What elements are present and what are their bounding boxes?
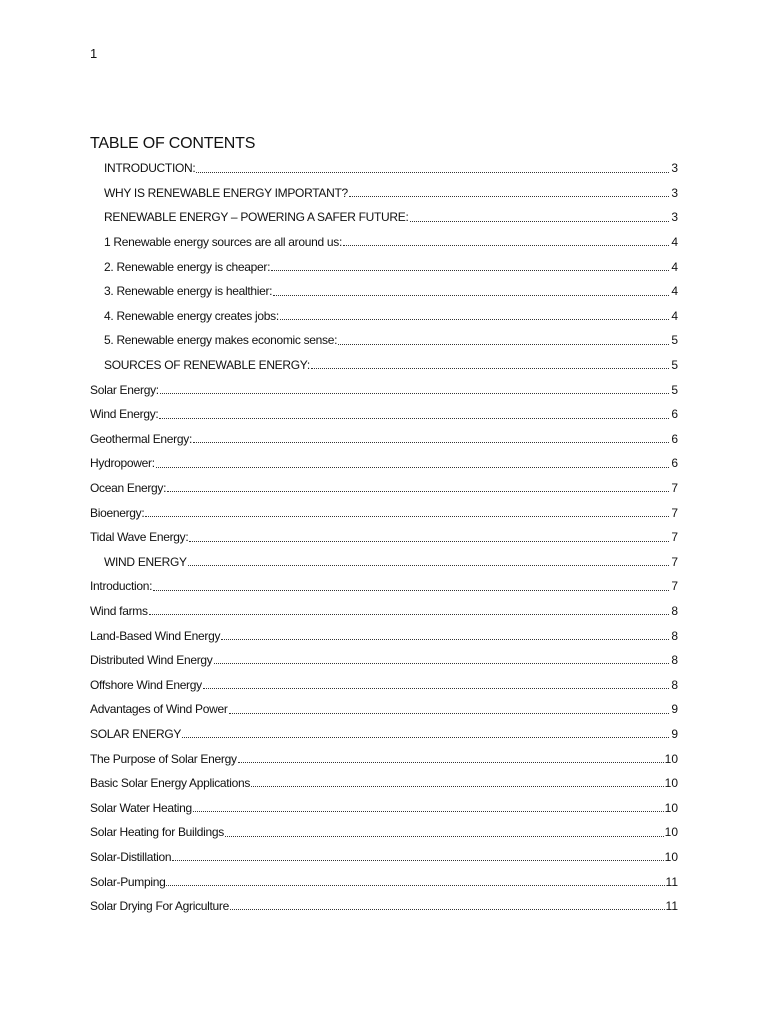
toc-entry[interactable] <box>0 353 768 378</box>
dot-leader <box>153 574 669 591</box>
toc-entry-page: 3 <box>671 185 678 200</box>
toc-entry-page: 8 <box>671 628 678 643</box>
dot-leader <box>203 672 669 689</box>
toc-entry[interactable] <box>0 697 768 722</box>
dot-leader <box>214 647 670 664</box>
toc-entry-page: 10 <box>664 751 678 766</box>
toc-entry-page: 7 <box>671 554 678 569</box>
toc-entry[interactable] <box>0 672 768 697</box>
dot-leader <box>238 746 664 763</box>
toc-entry[interactable] <box>0 550 768 575</box>
toc-entry[interactable] <box>0 869 768 894</box>
dot-leader <box>271 254 669 271</box>
toc-entry-label: Introduction: <box>90 579 153 594</box>
toc-entry-label: Land-Based Wind Energy <box>90 628 221 643</box>
toc-entry-page: 10 <box>664 825 678 840</box>
toc-entry-page: 7 <box>671 505 678 520</box>
toc-entry[interactable] <box>0 377 768 402</box>
dot-leader <box>167 475 669 492</box>
toc-entry-label: 2. Renewable energy is cheaper: <box>104 259 271 274</box>
dot-leader <box>149 598 669 615</box>
toc-entry-page: 3 <box>671 161 678 176</box>
toc-entry[interactable] <box>0 427 768 452</box>
toc-entry-page: 6 <box>671 431 678 446</box>
toc-entry-page: 10 <box>664 849 678 864</box>
toc-entry[interactable] <box>0 574 768 599</box>
toc-entry-page: 7 <box>671 481 678 496</box>
toc-entry[interactable] <box>0 894 768 919</box>
dot-leader <box>196 156 669 173</box>
dot-leader <box>349 180 669 197</box>
toc-entry-page: 7 <box>671 579 678 594</box>
toc-entry-label: RENEWABLE ENERGY – POWERING A SAFER FUTURE: <box>104 210 409 225</box>
toc-entry-label: Offshore Wind Energy <box>90 677 202 692</box>
toc-entry[interactable] <box>0 500 768 525</box>
dot-leader <box>166 869 664 886</box>
toc-entry-page: 5 <box>671 358 678 373</box>
dot-leader <box>172 844 663 861</box>
dot-leader <box>193 795 664 812</box>
toc-entry[interactable] <box>0 181 768 206</box>
toc-entry-label: Solar Heating for Buildings <box>90 825 224 840</box>
toc-entry-page: 8 <box>671 677 678 692</box>
toc-entry-label: The Purpose of Solar Energy <box>90 751 237 766</box>
toc-list <box>0 156 768 918</box>
toc-entry-label: Ocean Energy: <box>90 481 167 496</box>
toc-entry-label: Solar Energy: <box>90 382 159 397</box>
toc-entry[interactable] <box>0 279 768 304</box>
toc-entry[interactable] <box>0 746 768 771</box>
toc-entry[interactable] <box>0 722 768 747</box>
toc-entry-label: WIND ENERGY <box>104 554 187 569</box>
toc-entry[interactable] <box>0 402 768 427</box>
toc-entry[interactable] <box>0 328 768 353</box>
toc-entry-label: Geothermal Energy: <box>90 431 192 446</box>
dot-leader <box>160 377 669 394</box>
dot-leader <box>311 352 669 369</box>
toc-entry-label: Wind farms <box>90 603 148 618</box>
dot-leader <box>251 770 664 787</box>
toc-entry-page: 8 <box>671 653 678 668</box>
toc-entry-label: 1 Renewable energy sources are all around us: <box>104 235 342 250</box>
toc-entry[interactable] <box>0 771 768 796</box>
toc-entry[interactable] <box>0 525 768 550</box>
toc-entry-label: Basic Solar Energy Applications <box>90 776 251 791</box>
toc-entry-page: 4 <box>671 308 678 323</box>
dot-leader <box>229 697 669 714</box>
toc-entry-label: Solar-Distillation <box>90 849 172 864</box>
toc-entry-label: Hydropower: <box>90 456 155 471</box>
toc-entry-page: 8 <box>671 603 678 618</box>
toc-entry-label: INTRODUCTION: <box>104 161 196 176</box>
toc-entry-page: 11 <box>665 899 678 914</box>
toc-entry-label: Solar Drying For Agriculture <box>90 899 229 914</box>
toc-entry[interactable] <box>0 599 768 624</box>
toc-entry[interactable] <box>0 820 768 845</box>
toc-entry-label: Wind Energy: <box>90 407 159 422</box>
dot-leader <box>156 451 669 468</box>
dot-leader <box>225 820 664 837</box>
dot-leader <box>273 279 669 296</box>
dot-leader <box>338 328 669 345</box>
toc-entry-page: 4 <box>671 284 678 299</box>
toc-entry-page: 6 <box>671 456 678 471</box>
toc-entry[interactable] <box>0 304 768 329</box>
toc-entry-page: 5 <box>671 333 678 348</box>
toc-entry-label: Solar-Pumping <box>90 874 166 889</box>
toc-entry[interactable] <box>0 156 768 181</box>
toc-entry-label: Bioenergy: <box>90 505 145 520</box>
toc-title: TABLE OF CONTENTS <box>90 135 256 152</box>
toc-entry-label: Advantages of Wind Power <box>90 702 228 717</box>
toc-entry-label: 5. Renewable energy makes economic sense: <box>104 333 338 348</box>
toc-entry[interactable] <box>0 205 768 230</box>
toc-entry-page: 11 <box>665 874 678 889</box>
dot-leader <box>145 500 669 517</box>
toc-entry-page: 6 <box>671 407 678 422</box>
toc-entry[interactable] <box>0 795 768 820</box>
dot-leader <box>193 426 669 443</box>
toc-entry[interactable] <box>0 845 768 870</box>
toc-entry[interactable] <box>0 254 768 279</box>
toc-entry[interactable] <box>0 230 768 255</box>
toc-entry[interactable] <box>0 623 768 648</box>
toc-entry[interactable] <box>0 648 768 673</box>
toc-entry-page: 4 <box>671 259 678 274</box>
toc-entry-page: 4 <box>671 235 678 250</box>
dot-leader <box>159 402 669 419</box>
dot-leader <box>343 229 669 246</box>
toc-entry-page: 9 <box>671 702 678 717</box>
toc-entry-label: SOLAR ENERGY <box>90 726 182 741</box>
toc-entry[interactable] <box>0 476 768 501</box>
dot-leader <box>182 721 669 738</box>
toc-entry-page: 10 <box>664 776 678 791</box>
toc-entry-page: 10 <box>664 800 678 815</box>
page-number: 1 <box>90 46 98 61</box>
toc-entry-label: 3. Renewable energy is healthier: <box>104 284 273 299</box>
toc-entry-label: Tidal Wave Energy: <box>90 530 189 545</box>
dot-leader <box>280 303 669 320</box>
toc-entry-label: Solar Water Heating <box>90 800 192 815</box>
toc-entry-label: WHY IS RENEWABLE ENERGY IMPORTANT? <box>104 185 348 200</box>
dot-leader <box>188 549 669 566</box>
toc-entry-page: 9 <box>671 726 678 741</box>
toc-entry[interactable] <box>0 451 768 476</box>
toc-entry-label: Distributed Wind Energy <box>90 653 213 668</box>
dot-leader <box>189 525 669 542</box>
toc-entry-page: 7 <box>671 530 678 545</box>
toc-entry-page: 5 <box>671 382 678 397</box>
dot-leader <box>221 623 669 640</box>
dot-leader <box>410 205 670 222</box>
toc-entry-page: 3 <box>671 210 678 225</box>
toc-entry-label: SOURCES OF RENEWABLE ENERGY: <box>104 358 310 373</box>
toc-entry-label: 4. Renewable energy creates jobs: <box>104 308 279 323</box>
dot-leader <box>230 893 665 910</box>
